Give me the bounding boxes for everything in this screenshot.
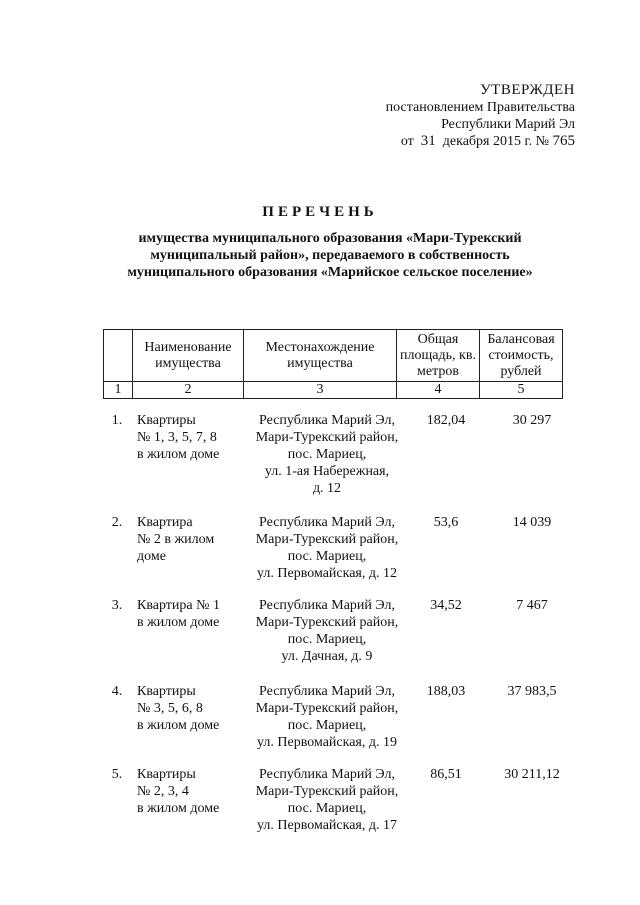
row-area: 188,03 xyxy=(426,684,466,699)
row-area: 182,04 xyxy=(426,413,466,428)
approval-number: 765 xyxy=(552,133,575,149)
header-index xyxy=(104,330,133,382)
column-number-row xyxy=(104,382,563,399)
subtitle-line: имущества муниципального образования «Мари-Турекский xyxy=(138,231,522,246)
row-location: Республика Марий Эл, Мари-Турекский район, пос. Мариец, ул. 1-ая Набережная, д. 12 xyxy=(255,413,399,496)
row-area: 34,52 xyxy=(430,598,462,613)
approval-heading: УТВЕРЖДЕН xyxy=(480,82,575,98)
approval-date-line xyxy=(360,133,575,150)
row-index: 4. xyxy=(111,684,123,699)
row-name: Квартиры № 3, 5, 6, 8 в жилом доме xyxy=(137,684,220,733)
row-name: Квартиры № 2, 3, 4 в жилом доме xyxy=(137,767,220,816)
property-table-header xyxy=(103,329,563,399)
row-location: Республика Марий Эл, Мари-Турекский район, пос. Мариец, ул. Первомайская, д. 17 xyxy=(255,767,399,833)
row-index: 1. xyxy=(111,413,123,428)
row-name: Квартиры № 1, 3, 5, 7, 8 в жилом доме xyxy=(137,413,220,462)
row-cost: 14 039 xyxy=(512,515,552,530)
column-number: 2 xyxy=(133,382,244,399)
document-title: ПЕРЕЧЕНЬ xyxy=(262,204,378,220)
row-cost: 7 467 xyxy=(516,598,548,613)
header-location: Местонахождение имущества xyxy=(244,330,397,382)
approval-line-2: Республики Марий Эл xyxy=(441,117,575,132)
document-subtitle xyxy=(120,230,540,281)
row-name: Квартира № 2 в жилом доме xyxy=(137,515,215,564)
approval-block xyxy=(360,82,575,150)
row-cost: 30 297 xyxy=(512,413,552,428)
header-name: Наименование имущества xyxy=(133,330,244,382)
approval-month-year: декабря 2015 г. № xyxy=(442,134,549,149)
row-location: Республика Марий Эл, Мари-Турекский район, пос. Мариец, ул. Дачная, д. 9 xyxy=(255,598,399,664)
row-name: Квартира № 1 в жилом доме xyxy=(137,598,220,630)
approval-date-prefix: от xyxy=(400,134,414,149)
approval-line-1: постановлением Правительства xyxy=(385,100,575,115)
subtitle-line: муниципальный район», передаваемого в собственность xyxy=(150,248,510,263)
row-index: 5. xyxy=(111,767,123,782)
row-area: 53,6 xyxy=(433,515,459,530)
header-area: Общая площадь, кв. метров xyxy=(397,330,480,382)
row-cost: 30 211,12 xyxy=(504,767,560,782)
row-location: Республика Марий Эл, Мари-Турекский район, пос. Мариец, ул. Первомайская, д. 19 xyxy=(255,684,399,750)
row-area: 86,51 xyxy=(430,767,462,782)
row-location: Республика Марий Эл, Мари-Турекский район, пос. Мариец, ул. Первомайская, д. 12 xyxy=(255,515,399,581)
header-row xyxy=(104,330,563,382)
header-cost: Балансовая стоимость, рублей xyxy=(480,330,563,382)
row-cost: 37 983,5 xyxy=(507,684,557,699)
column-number: 5 xyxy=(480,382,563,399)
row-index: 2. xyxy=(111,515,123,530)
subtitle-line: муниципального образования «Марийское сельское поселение» xyxy=(127,265,533,280)
row-index: 3. xyxy=(111,598,123,613)
column-number: 1 xyxy=(104,382,133,399)
column-number: 3 xyxy=(244,382,397,399)
approval-day: 31 xyxy=(420,133,436,149)
column-number: 4 xyxy=(397,382,480,399)
